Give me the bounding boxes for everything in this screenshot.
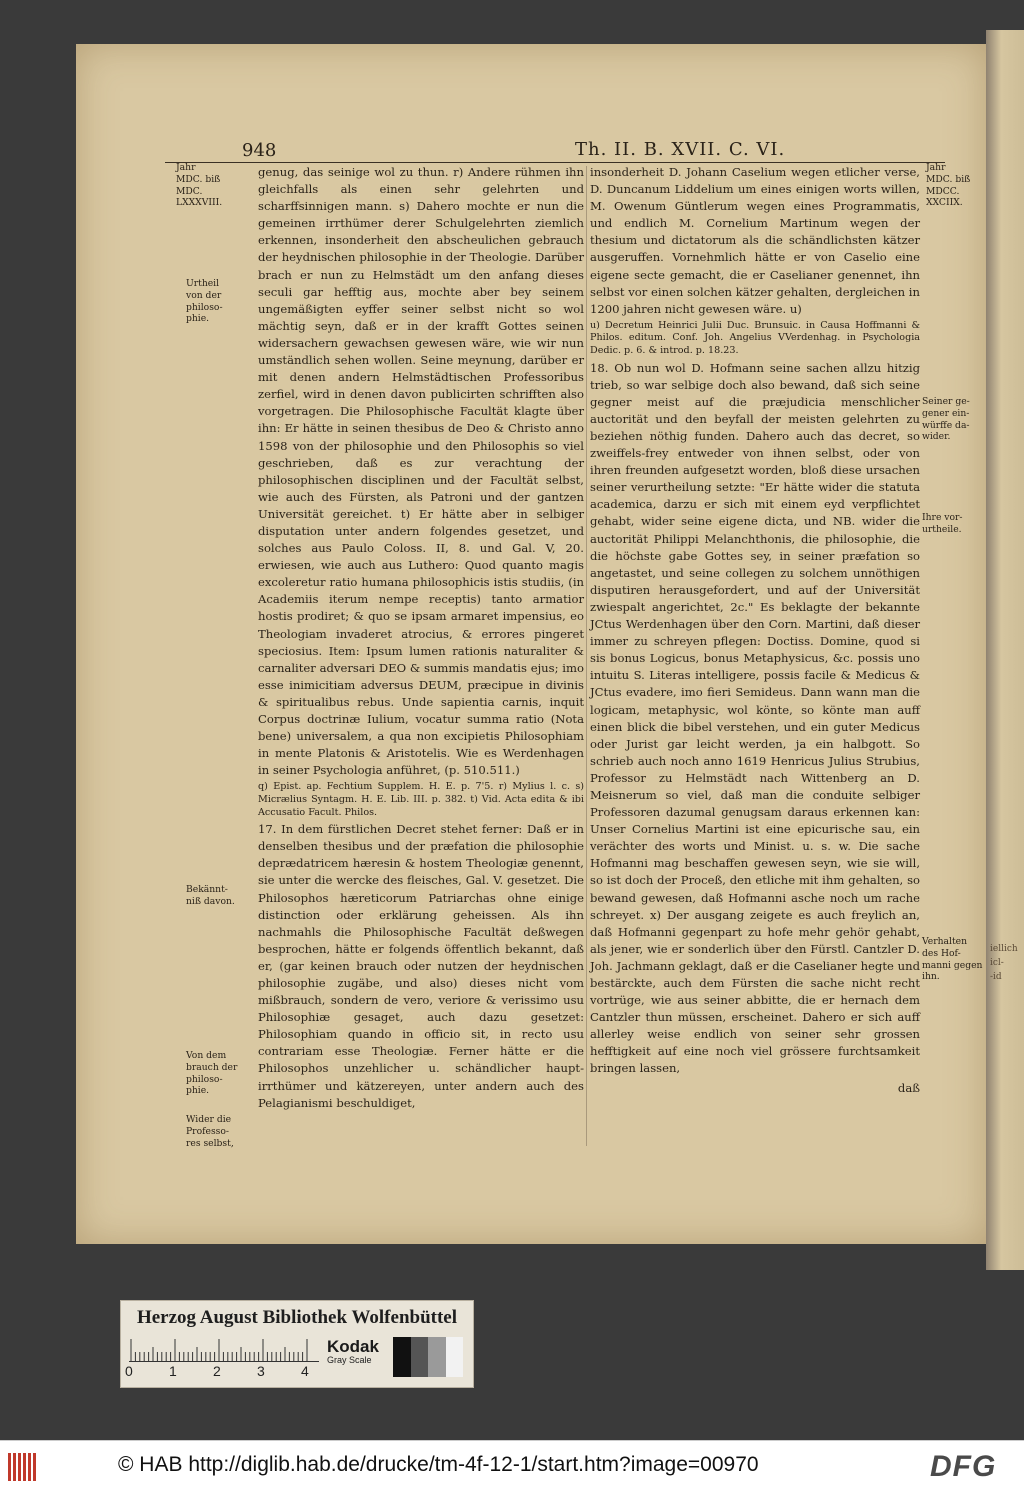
ruler-number: 2 [213, 1363, 221, 1379]
kodak-logo: Kodak [327, 1337, 379, 1356]
margin-line: philoso- [186, 301, 223, 313]
margin-line: Wider die [186, 1114, 232, 1125]
margin-line: Jahr [926, 162, 946, 173]
paragraph: 17. In dem fürstlichen Decret stehet ferner: Daß er in denselben thesibus und der præfation die philosophie deprædatricem hæresin & hostem Theologiæ genennt, sie unter die wercke des fleisches, Gal. V. gesetzet. Die Philosophos hæreticorum Patriarchas ohne einige distinction oder erklärung geheissen. Als ihn nachmahls die Philosophische Facultät deßwegen besprochen, hätte er folgends öffentlich bekannt, daß er, (gar keinen brauch oder nutzen der heydnischen philosophie zugäbe, und also) dieses nicht vom mißbrauch, sondern de vero, veriore & verissimo usu Philosophiæ gesaget, auch dazu gesetzet: Philosophiam quando in officio sit, in recto usu contrariam esse Theologiæ. Ferner hätte er die Philosophos unzehlicher u. schändlicher haupt-irrthümer und kätzereyen, unter andern auch des Pelagianismi beschuldiget, [258, 822, 584, 1110]
margin-line: urtheile. [922, 523, 962, 535]
kodak-label [327, 1337, 379, 1365]
margin-line: phie. [186, 313, 210, 325]
margin-line: Ihre vor- [922, 512, 963, 523]
margin-line: Professo- [186, 1125, 230, 1137]
margin-note-wider [186, 1114, 234, 1149]
margin-line: MDC. biß [176, 173, 221, 185]
ruler-number: 4 [301, 1363, 309, 1379]
margin-note-seiner-gegner [922, 396, 970, 443]
margin-line: LXXXVIII. [176, 197, 223, 209]
status-bar [0, 1440, 1024, 1490]
edge-text: iellich [990, 944, 1018, 954]
margin-note-year-right [926, 162, 970, 209]
swatch [446, 1337, 464, 1377]
paragraph: genug, das seinige wol zu thun. r) Andere rühmen ihn gleichfalls als einen sehr gelehrten und scharffsinnigen mann. s) Dahero mochte er nun die gemeinen irrthümer derer Schulgelehrten ziemlich erkennen, insonderheit den abscheulichen gebrauch der heydnischen philosophie in der Theologie. Darüber brach er nun zu Helmstädt um den anfang dieses seculi gar hefftig aus, mochte aber bey seinem ungemäßigten eyffer seiner selbst nicht so wol mächtig seyn, daß er in der krafft Gottes seinen widersachern gewachsen gewesen wäre, wie wir nun umständlich sehen wollen. Seine meynung, darüber er mit denen andern Helmstädtischen Professoribus zerfiel, wird in denen davon publicirten schrifften also vorgetragen. Die Philosophische Facultät klagte über ihn: Er hätte in seinen thesibus de Deo & Christo anno 1598 von der philosophie und den Philosophis so viel geschrieben, daß es zur verachtung der philosophischen disciplinen und der Facultät selbst, wie auch des Fürsten, als Patroni und der gantzen Universität gereichet. t) Er hätte aber in selbiger disputation unter andern folgendes gesetzet, und solches aus Paulo Coloss. II, 8. und Gal. V, 20. erwiesen, wie auch aus Luthero: Quod quanto magis excoleretur ratio humana philosophicis istis studiis, (in Academiis iterum nempe receptis) tanto armatior hostis prodiret; & quo se ipsam armaret impensius, eo Theologiam invaderet atrocius, & errores pingeret speciosius. Item: Ipsum lumen rationis naturaliter & carnaliter adversari DEO & summis mandatis ejus; imo esse inimicitiam adversus DEUM, præcipue in divinis & spiritualibus rebus. Unde sapientia carnis, inquit Corpus doctrinæ Iulium, vocatur summa ratio (Nota bene) universalem, a qua non excipietis Philosophiam in mente Platonis & Aristotelis. Wie es Werdenhagen in seiner Psychologia anführet, (p. 510.511.) [258, 165, 584, 778]
margin-line: Urtheil [186, 278, 220, 289]
margin-line: gener ein- [922, 407, 970, 419]
next-page-edge [986, 30, 1024, 1270]
margin-line: Jahr [176, 162, 196, 173]
footnote: u) Decretum Heinrici Julii Duc. Brunsuic. in Causa Hoffmanni & Philos. editum. Conf. Joh. Angelius VVerdenhag. in Psychologia Dedic. p. 6. & introd. p. 18.23. [590, 319, 920, 357]
running-head [165, 132, 945, 162]
margin-line: res selbst, [186, 1137, 234, 1149]
footnote: q) Epist. ap. Fechtium Supplem. H. E. p. 7'5. r) Mylius l. c. s) Micrælius Syntagm. H. E. Lib. III. p. 382. t) Vid. Acta edita & ibi Accusatio Facult. Philos. [258, 781, 584, 818]
ruler-number: 3 [257, 1363, 265, 1379]
swatch [393, 1337, 411, 1377]
margin-line: Von dem [186, 1050, 227, 1061]
margin-line: brauch der [186, 1061, 238, 1073]
gray-scale-swatches [393, 1337, 463, 1377]
ruler-number: 1 [169, 1363, 177, 1379]
margin-note-year-left [176, 162, 222, 209]
margin-line: MDC. [176, 185, 203, 197]
catchword: daß [897, 1080, 920, 1095]
margin-note-bekanntniss [186, 884, 235, 908]
margin-line: manni gegen [922, 959, 983, 971]
ruler-number: 0 [125, 1363, 133, 1379]
margin-line: philoso- [186, 1073, 223, 1085]
swatch [428, 1337, 446, 1377]
paragraph: 18. Ob nun wol D. Hofmann seine sachen allzu hitzig trieb, so war selbige doch also bewand, daß sich seine gegner meist auf die præjudicia menschlicher auctorität und den beyfall der meisten gelehrten zu beziehen nöthig funden. Dahero auch das decret, so zweiffels-frey entweder von ihnen selbst, oder von ihren freunden aufgesetzt worden, bloß diese ursachen seiner verurtheilung setzte: "Er hätte wider die statuta academica, darzu er sich mit einem eyd verpflichtet gehabt, wider seine eigene dicta, und NB. wider die auctorität Philippi Melanchthonis, die philosophie, die die höchste gabe Gottes sey, in seiner præfation so angetastet, und seine collegen zu solchem unnöthigen disputiren herausgefordert, und auf der Universität zwiespalt angerichtet, 2c." Es beklagte der bekannte JCtus Werdenhagen über den Corn. Martini, daß dieser immer zu schreyen pflegen: Doctiss. Domine, quod si sis bonus Logicus, bonus Metaphysicus, &c. possis uno intuitu S. Literas intelligere, possis facile & Medicus & JCtus evadere, imo fieri Semideus. Dann wann man die logicam, metaphysic, wol könte, so könte man auff einen blick die bibel verstehen, und ein guter Medicus oder Jurist gar leicht werden, ja ein halbgott. So schrieb auch noch anno 1619 Henricus Julius Strubius, Professor zu Helmstädt nach Wittenberg an D. Meisnerum so viel, daß man die conduite selbiger Professoren dazumal genugsam daraus erkennen kan: Unser Cornelius Martini ist eine epicurische sau, ein verächter des worts und Minist. u. s. w. Die sache Hofmanni mag beschaffen gewesen seyn, wie sie will, so ist doch der Proceß, den etliche mit ihm gehalten, so bewand gewesen, daß Hofmanni asche noch um rache schreyet. x) Der ausgang zeigete es auch freylich an, daß Hofmanni gegenpart zu hofe mehr gehör gehabt, als jener, wie er sonderlich über den Fürstl. Cantzler D. Joh. Jachmann geklagt, daß er die Caselianer hegte und bestärckte, auch dem Fürsten die sache nicht recht vortrüge, wie aus seiner abbitte, die er hernach dem Cantzler thun müssen, erscheinet. Dahero er sich auff allerley weise endlich von seiner sehr grossen hefftigkeit auf eine noch viel grössere furchtsamkeit bringen lassen, [590, 360, 920, 1076]
margin-line: MDC. biß [926, 173, 971, 185]
right-text-column [590, 164, 920, 1097]
running-title: Th. II. B. XVII. C. VI. [575, 139, 786, 160]
gray-scale-label: Gray Scale [327, 1355, 372, 1365]
margin-line: XXCIIX. [926, 197, 963, 209]
header-rule [165, 162, 945, 163]
column-divider [586, 166, 587, 1146]
page-number: 948 [242, 140, 277, 161]
margin-line: Bekännt- [186, 884, 228, 895]
source-url-text[interactable]: © HAB http://diglib.hab.de/drucke/tm-4f-12-1/start.htm?image=00970 [118, 1453, 759, 1476]
margin-line: MDCC. [926, 185, 960, 197]
margin-line: niß davon. [186, 895, 235, 907]
dfg-logo: DFG [930, 1450, 997, 1483]
margin-line: von der [186, 289, 222, 301]
paragraph: insonderheit D. Johann Caselium wegen etlicher verse, D. Duncanum Liddelium um eines einigen worts willen, M. Owenum Güntlerum wegen eines Programmatis, und endlich M. Cornelium Martinum wegen der thesium und dictatorum als die schändlichsten kätzer ausgeruffen. Vornehmlich hätte er von Caselio eine eigene secte gemacht, die er Caselianer genennet, ihn selbst vor einen solchen kätzer gehalten, dergleichen in 1200 jahren nicht gewesen wäre. u) [590, 165, 920, 316]
edge-text: icl- [990, 958, 1004, 968]
swatch [411, 1337, 429, 1377]
margin-note-urtheil [186, 278, 223, 325]
margin-note-verhalten [922, 936, 982, 983]
edge-text: -id [990, 972, 1002, 982]
margin-line: ihn. [922, 971, 940, 983]
left-text-column [258, 164, 584, 1114]
hab-logo-icon [8, 1453, 42, 1481]
margin-line: phie. [186, 1085, 210, 1097]
margin-note-vom-brauch [186, 1050, 237, 1097]
library-name: Herzog August Bibliothek Wolfenbüttel [136, 1307, 458, 1328]
margin-line: des Hof- [922, 947, 961, 959]
margin-line: würffe da- [922, 419, 970, 431]
margin-line: wider. [922, 431, 951, 443]
library-color-card [120, 1300, 474, 1388]
measurement-ruler [129, 1337, 319, 1362]
margin-line: Seiner ge- [922, 396, 970, 407]
margin-note-vorurtheile [922, 512, 963, 536]
margin-line: Verhalten [922, 936, 967, 947]
